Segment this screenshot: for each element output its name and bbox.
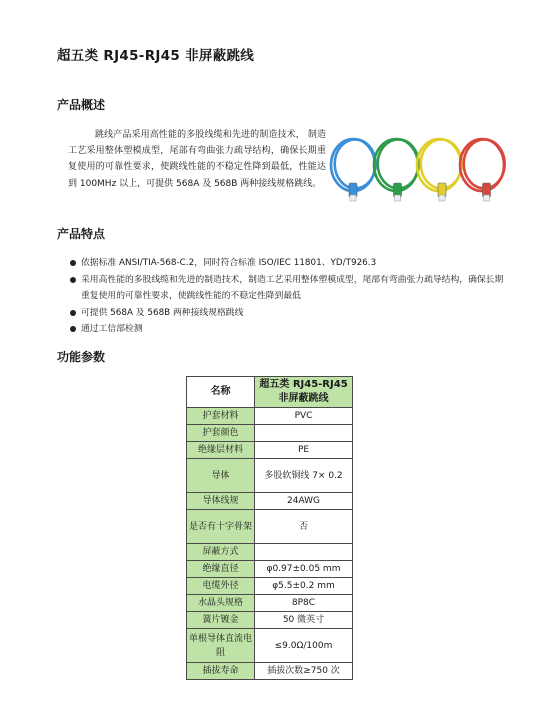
table-row (187, 595, 353, 612)
overview-text: 跳线产品采用高性能的多股线缆和先进的制造技术， 制造工艺采用整体塑模成型，尾部有弯曲张力疏导结构，确保长期重复使用的可靠性要求，使跳线性能的不稳定性降到最低，性能达到 100MHz 以上，可提供 568A 及 568B 两种接线规格跳线。 (68, 130, 326, 189)
page-title: 超五类 RJ45-RJ45 非屏蔽跳线 (57, 48, 255, 64)
feature-item: 依据标准 ANSI/TIA-568-C.2，同时符合标准 ISO/IEC 11801、YD/T926.3 (70, 255, 510, 272)
table-row (187, 578, 353, 595)
table-row (187, 493, 353, 510)
cable-loop (378, 139, 419, 188)
plug-tip (395, 195, 401, 201)
table-row (187, 510, 353, 544)
blue-cable (331, 139, 376, 201)
plug-tip (484, 195, 490, 201)
table-row (187, 612, 353, 629)
spec-header-value: 超五类 RJ45-RJ45 非屏蔽跳线 (255, 377, 353, 408)
feature-item: 可提供 568A 及 568B 两种接线规格跳线 (70, 305, 510, 322)
spec-value: φ5.5±0.2 mm (255, 578, 353, 595)
table-row (187, 459, 353, 493)
spec-key: 单根导体直流电阻 (187, 629, 255, 663)
spec-key: 水晶头规格 (187, 595, 255, 612)
table-row (187, 425, 353, 442)
cable-product-photo (329, 127, 507, 207)
cable-loop (421, 139, 462, 188)
features-heading: 产品特点 (57, 227, 106, 241)
spec-value: 24AWG (255, 493, 353, 510)
spec-value: PVC (255, 408, 353, 425)
spec-value (255, 425, 353, 442)
overview-heading: 产品概述 (57, 98, 106, 112)
spec-value: 多股软铜线 7× 0.2 (255, 459, 353, 493)
spec-key: 绝缘直径 (187, 561, 255, 578)
spec-key: 护套颜色 (187, 425, 255, 442)
spec-value: PE (255, 442, 353, 459)
spec-table (186, 376, 353, 680)
spec-value: 8P8C (255, 595, 353, 612)
features-list (70, 255, 510, 338)
table-row (187, 561, 353, 578)
spec-key: 导体 (187, 459, 255, 493)
spec-value (255, 544, 353, 561)
green-cable (374, 139, 419, 201)
table-row (187, 408, 353, 425)
table-row (187, 442, 353, 459)
table-row (187, 663, 353, 680)
spec-value: φ0.97±0.05 mm (255, 561, 353, 578)
spec-value: ≤9.0Ω/100m (255, 629, 353, 663)
spec-key: 绝缘层材料 (187, 442, 255, 459)
red-cable (460, 139, 505, 201)
spec-value: 否 (255, 510, 353, 544)
spec-value: 50 微英寸 (255, 612, 353, 629)
table-row (187, 544, 353, 561)
spec-key: 是否有十字骨架 (187, 510, 255, 544)
spec-header-name: 名称 (187, 377, 255, 408)
spec-key: 护套材料 (187, 408, 255, 425)
plug-tip (350, 195, 356, 201)
yellow-cable (417, 139, 462, 201)
cable-loop (464, 139, 505, 188)
params-heading: 功能参数 (57, 350, 106, 364)
spec-header-row (187, 377, 353, 408)
spec-key: 插拔寿命 (187, 663, 255, 680)
feature-item: 采用高性能的多股线缆和先进的制造技术，制造工艺采用整体塑模成型，尾部有弯曲张力疏导结构，确保长期重复使用的可靠性要求，使跳线性能的不稳定性降到最低 (70, 272, 510, 305)
table-row (187, 629, 353, 663)
plug-tip (439, 195, 445, 201)
spec-key: 导体线规 (187, 493, 255, 510)
spec-key: 屏蔽方式 (187, 544, 255, 561)
spec-key: 簧片镀金 (187, 612, 255, 629)
spec-value: 插拔次数≥750 次 (255, 663, 353, 680)
cable-loop (335, 139, 376, 188)
spec-key: 电缆外径 (187, 578, 255, 595)
feature-item: 通过工信部检测 (70, 321, 510, 338)
